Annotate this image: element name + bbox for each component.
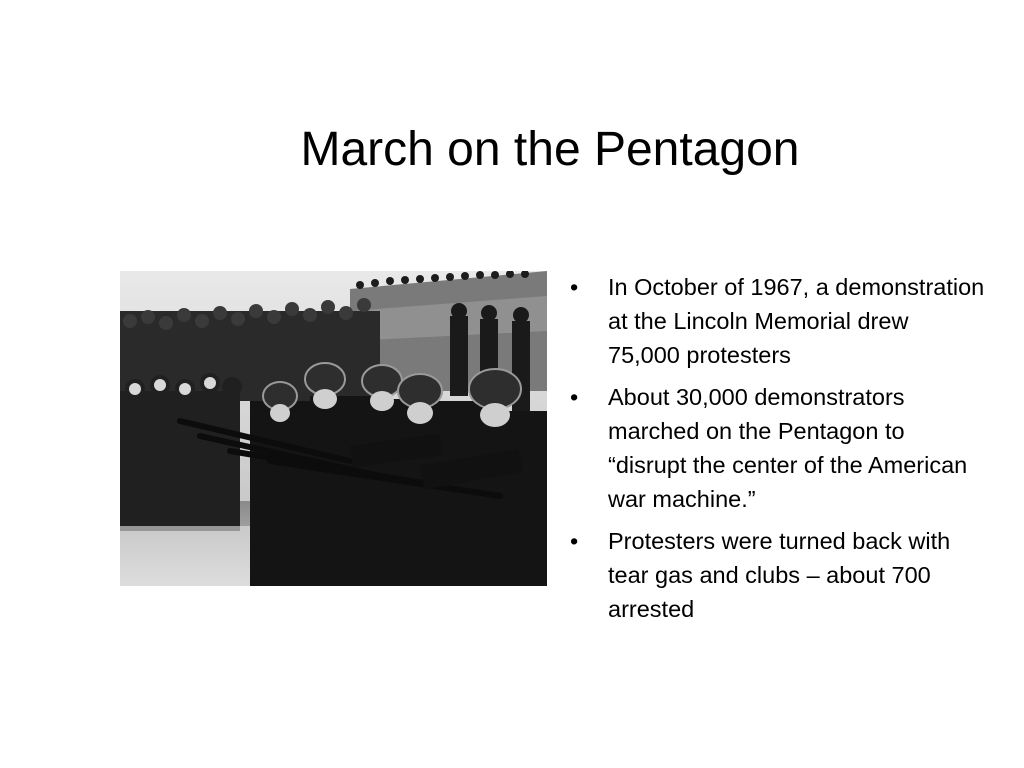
bullet-icon: • — [570, 384, 579, 410]
bullet-item — [566, 380, 986, 516]
bullet-text: About 30,000 demonstrators marched on the Pentagon to “disrupt the center of the American war machine.” — [608, 384, 968, 512]
slide-title: March on the Pentagon — [300, 123, 800, 176]
bullet-text: Protesters were turned back with tear gas and clubs – about 700 arrested — [608, 528, 951, 622]
bullet-icon: • — [570, 274, 579, 300]
bullet-item — [566, 524, 986, 626]
bullet-text: In October of 1967, a demonstration at the Lincoln Memorial drew 75,000 protesters — [608, 274, 985, 368]
bullet-icon: • — [570, 528, 579, 554]
protest-photo-graphic — [120, 271, 547, 586]
bullet-list — [566, 270, 986, 634]
bullet-item — [566, 270, 986, 372]
protest-photo — [120, 271, 547, 586]
